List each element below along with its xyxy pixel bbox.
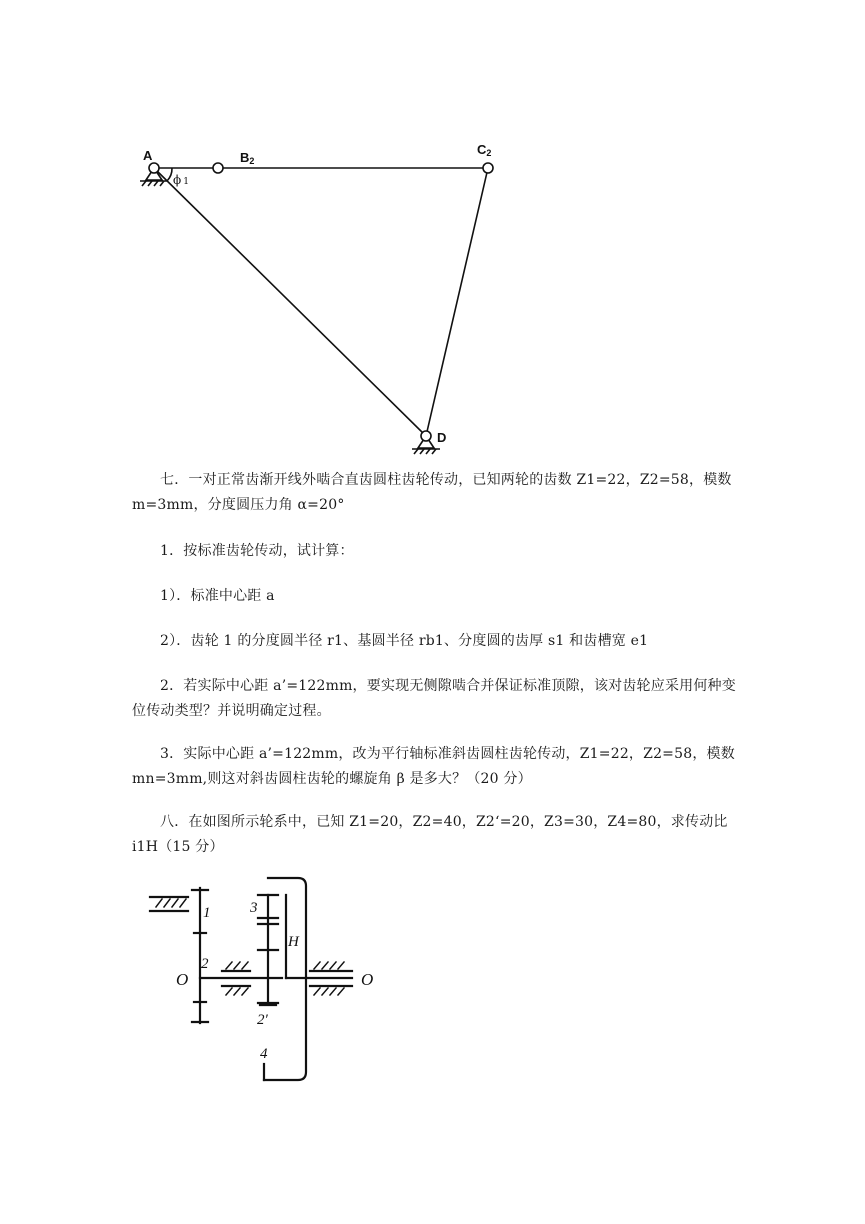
label-phi1: ϕ 1 — [173, 173, 189, 187]
label-c2: C2 — [477, 142, 492, 158]
label-gear-3: 3 — [250, 900, 258, 916]
label-gear-2: 2 — [201, 956, 209, 972]
label-o-right: O — [361, 970, 374, 989]
gear-train-diagram — [140, 870, 390, 1085]
question8-intro: 八．在如图所示轮系中，已知 Z1=20，Z2=40，Z2‘=20，Z3=30，Z4=80，求传动比 i1H（15 分） — [132, 814, 728, 855]
label-o-left: O — [176, 970, 189, 989]
link-ad — [154, 168, 426, 436]
joint-d — [421, 431, 431, 441]
angle-arc-phi1 — [167, 168, 172, 181]
question7-item1: 1．按标准齿轮传动，试计算： — [160, 543, 354, 559]
label-gear-4: 4 — [260, 1046, 268, 1062]
joint-c2 — [483, 163, 493, 173]
label-d: D — [437, 430, 447, 445]
question7-intro: 七．一对正常齿渐开线外啮合直齿圆柱齿轮传动，已知两轮的齿数 Z1=22，Z2=58，模数 m=3mm，分度圆压力角 α=20° — [132, 472, 732, 513]
label-a: A — [143, 148, 153, 163]
question7-item1-1: 1）．标准中心距 a — [160, 588, 275, 604]
joint-a — [149, 163, 159, 173]
label-gear-1: 1 — [203, 905, 211, 921]
label-gear-2p: 2′ — [257, 1012, 268, 1028]
linkage-diagram — [130, 140, 510, 460]
link-c2d — [426, 168, 488, 436]
label-carrier-h: H — [288, 934, 299, 950]
label-b2: B2 — [240, 150, 255, 166]
question7-item2: 2．若实际中心距 a’=122mm，要实现无侧隙啮合并保证标准顶隙，该对齿轮应采用何种变位传动类型？并说明确定过程。 — [132, 678, 736, 719]
question7-item3: 3．实际中心距 a’=122mm，改为平行轴标准斜齿圆柱齿轮传动，Z1=22，Z2=58，模数 mn=3mm,则这对斜齿圆柱齿轮的螺旋角 β 是多大？（20 分） — [132, 746, 735, 787]
question7-item1-2: 2）．齿轮 1 的分度圆半径 r1、基圆半径 rb1、分度圆的齿厚 s1 和齿槽宽 e1 — [160, 633, 649, 649]
joint-b2 — [213, 163, 223, 173]
